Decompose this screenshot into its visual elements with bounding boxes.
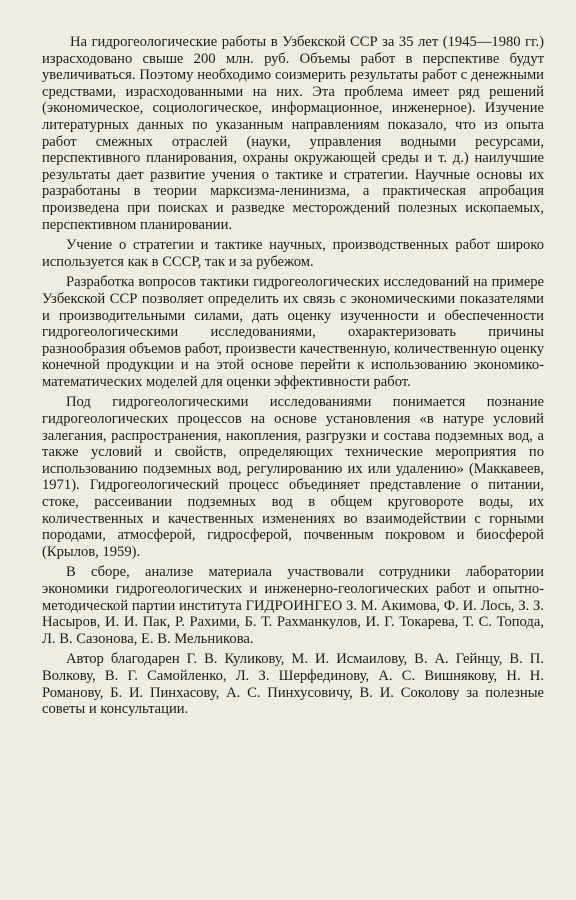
paragraph-intro: На гидрогеологические работы в Узбекской ССР за 35 лет (1945—1980 гг.) израсходовано свыше 200 млн. руб. Объемы работ в перспективе будут увеличиваться. Поэтому необходимо соизмерить результаты работ с денежными средствами, израсходованными на них. Эта проблема имеет ряд решений (экономическое, социологическое, информационное, инженерное). Изучение литературных данных по указанным направлениям показало, что из опыта работ смежных отраслей (науки, управления водными ресурсами, перспективного планирования, охраны окружающей среды и т. д.) наилучшие результаты дает развитие учения о тактике и стратегии. Научные основы их разработаны в теории марксизма-ленинизма, а практическая апробация произведена при поисках и разведке месторождений полезных ископаемых, перспективном планировании. [42,34,544,233]
paragraph-contributors: В сборе, анализе материала участвовали сотрудники лаборатории экономики гидрогеологических и инженерно-геологических работ и опытно-методической партии института ГИДРОИНГЕО З. М. Акимова, Ф. И. Лось, З. З. Насыров, И. И. Пак, Р. Рахими, Б. Т. Рахманкулов, И. Г. Токарева, Т. С. Топода, Л. В. Сазонова, Е. В. Мельникова. [42,564,544,647]
paragraph-definition: Под гидрогеологическими исследованиями понимается познание гидрогеологических процессов на основе установления «в натуре условий залегания, распространения, накопления, разгрузки и состава подземных вод, а также условий и свойств, определяющих технические мероприятия по использованию подземных вод, регулированию их или удалению» (Маккавеев, 1971). Гидрогеологический процесс объединяет представление о питании, стоке, рассеивании подземных вод в общем круговороте воды, их количественных и качественных изменениях во взаимодействии с горными породами, атмосферой, гидросферой, почвенным покровом и биосферой (Крылов, 1959). [42,394,544,560]
paragraph-acknowledgements: Автор благодарен Г. В. Куликову, М. И. Исмаилову, В. А. Гейнцу, В. П. Волкову, В. Г. Самойленко, Л. З. Шерфединову, А. С. Вишнякову, Н. Н. Романову, Б. И. Пинхасову, А. С. Пинхусовичу, В. И. Соколову за полезные советы и консультации. [42,651,544,718]
paragraph-tactics: Разработка вопросов тактики гидрогеологических исследований на примере Узбекской ССР позволяет определить их связь с экономическими показателями и производительными силами, дать оценку изученности и обеспеченности гидрогеологическими исследованиями, охарактеризовать причины разнообразия объемов работ, произвести качественную, количественную оценку конечной продукции и на этой основе перейти к использованию экономико-математических моделей для оценки эффективности работ. [42,274,544,390]
paragraph-strategy: Учение о стратегии и тактике научных, производственных работ широко используется как в СССР, так и за рубежом. [42,237,544,270]
